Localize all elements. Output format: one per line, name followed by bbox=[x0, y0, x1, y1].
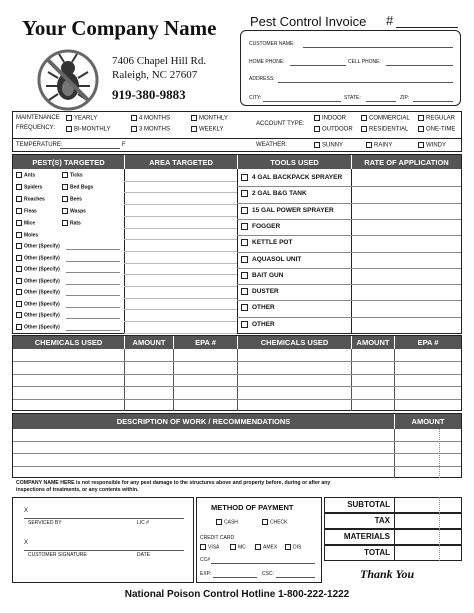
area-row-line[interactable] bbox=[124, 192, 237, 193]
signature-box bbox=[12, 497, 194, 583]
exp-field[interactable] bbox=[213, 577, 257, 578]
area-row-line[interactable] bbox=[124, 286, 237, 287]
checkbox[interactable] bbox=[131, 115, 137, 121]
payment-title: METHOD OF PAYMENT bbox=[211, 503, 294, 512]
temperature-field[interactable] bbox=[60, 148, 120, 149]
checkbox[interactable] bbox=[241, 223, 248, 230]
chem-row-line[interactable] bbox=[13, 361, 461, 362]
area-row-line[interactable] bbox=[124, 228, 237, 229]
chem-col-line bbox=[124, 349, 125, 411]
customer-name-label: CUSTOMER NAME: bbox=[249, 41, 295, 47]
tool-option[interactable]: DUSTER bbox=[241, 288, 279, 295]
pest-option[interactable]: Bed Bugs bbox=[62, 184, 93, 190]
description-header: DESCRIPTION OF WORK / RECOMMENDATIONS bbox=[13, 414, 394, 429]
account-one-time[interactable]: ONE-TIME bbox=[418, 126, 455, 133]
checkbox[interactable] bbox=[16, 196, 22, 202]
csc-label: CSC: bbox=[262, 571, 274, 577]
rate-header: RATE OF APPLICATION bbox=[351, 155, 461, 169]
total-label: TOTAL bbox=[364, 548, 390, 557]
total-cents-divider bbox=[439, 545, 440, 561]
tax-label: TAX bbox=[374, 516, 390, 525]
desc-row-line[interactable] bbox=[13, 453, 461, 454]
checkbox[interactable] bbox=[16, 266, 22, 272]
checkbox[interactable] bbox=[16, 255, 22, 261]
freq-yearly[interactable]: YEARLY bbox=[66, 115, 97, 122]
pest-option-other[interactable]: Other (Specify) bbox=[16, 255, 60, 261]
company-phone: 919-380-9883 bbox=[112, 87, 186, 102]
checkbox[interactable] bbox=[314, 115, 320, 121]
maintenance-label: MAINTENANCE bbox=[16, 115, 60, 121]
tool-option[interactable]: 2 GAL B&G TANK bbox=[241, 190, 307, 197]
checkbox[interactable] bbox=[255, 544, 261, 550]
checkbox[interactable] bbox=[191, 126, 197, 132]
chem-col-line bbox=[394, 349, 395, 411]
materials-amount-field[interactable] bbox=[394, 529, 462, 545]
area-row-line[interactable] bbox=[124, 204, 237, 205]
area-header: AREA TARGETED bbox=[124, 155, 237, 169]
csc-field[interactable] bbox=[276, 577, 315, 578]
exp-label: EXP: bbox=[200, 571, 212, 577]
city-label: CITY: bbox=[249, 95, 262, 101]
area-row-line[interactable] bbox=[124, 274, 237, 275]
checkbox[interactable] bbox=[241, 207, 248, 214]
checkbox[interactable] bbox=[314, 142, 320, 148]
cell-phone-label: CELL PHONE: bbox=[348, 59, 381, 65]
checkbox[interactable] bbox=[418, 126, 424, 132]
tool-row-line bbox=[237, 317, 461, 318]
tool-row-line bbox=[237, 186, 461, 187]
cell-phone-field[interactable] bbox=[386, 65, 453, 66]
checkbox[interactable] bbox=[191, 115, 197, 121]
checkbox[interactable] bbox=[230, 544, 236, 550]
chem-col-line bbox=[351, 349, 352, 411]
pest-option[interactable]: Rats bbox=[62, 220, 81, 226]
tool-row-line bbox=[237, 219, 461, 220]
checkbox[interactable] bbox=[241, 304, 248, 311]
epa-header-left: EPA # bbox=[173, 336, 237, 349]
area-row-line[interactable] bbox=[124, 309, 237, 310]
desc-row-line[interactable] bbox=[13, 441, 461, 442]
temperature-label: TEMPERATURE: bbox=[16, 142, 63, 148]
pest-option-other[interactable]: Other (Specify) bbox=[16, 324, 60, 330]
account-commercial[interactable]: COMMERCIAL bbox=[361, 115, 410, 122]
pay-cash[interactable]: CASH bbox=[216, 519, 238, 525]
pest-other-field[interactable] bbox=[66, 249, 120, 250]
account-regular[interactable]: REGULAR bbox=[418, 115, 455, 122]
tool-row-line bbox=[237, 203, 461, 204]
tools-header: TOOLS USED bbox=[237, 155, 351, 169]
freq-monthly[interactable]: MONTHLY bbox=[191, 115, 228, 122]
subtotal-cents-divider bbox=[439, 497, 440, 513]
pest-other-field[interactable] bbox=[66, 261, 120, 262]
freq-weekly[interactable]: WEEKLY bbox=[191, 126, 224, 133]
pest-option-moles[interactable]: Moles bbox=[16, 232, 38, 238]
pest-option[interactable]: Mice bbox=[16, 220, 35, 226]
pest-option[interactable]: Spiders bbox=[16, 184, 42, 190]
pay-mc[interactable]: MC bbox=[230, 544, 246, 550]
tool-option[interactable]: OTHER bbox=[241, 304, 275, 311]
checkbox[interactable] bbox=[241, 174, 248, 181]
company-name: Your Company Name bbox=[22, 16, 217, 40]
checkbox[interactable] bbox=[66, 126, 72, 132]
account-type-label: ACCOUNT TYPE: bbox=[256, 121, 305, 127]
credit-card-label: CREDIT CARD bbox=[200, 535, 235, 541]
pest-option[interactable]: Ticks bbox=[62, 172, 83, 178]
checkbox[interactable] bbox=[361, 115, 367, 121]
state-label: STATE: bbox=[344, 95, 361, 101]
area-row-line[interactable] bbox=[124, 298, 237, 299]
total-amount-field[interactable] bbox=[394, 545, 462, 561]
tool-option[interactable]: KETTLE POT bbox=[241, 239, 292, 246]
checkbox[interactable] bbox=[418, 115, 424, 121]
cc-number-label: CC# bbox=[200, 557, 211, 563]
frequency-label: FREQUENCY: bbox=[16, 125, 56, 131]
weather-windy[interactable]: WINDY bbox=[418, 142, 446, 149]
tax-amount-field[interactable] bbox=[394, 513, 462, 529]
home-phone-field[interactable] bbox=[290, 65, 346, 66]
tool-row-line bbox=[237, 300, 461, 301]
company-logo bbox=[36, 48, 100, 112]
address-label: ADDRESS: bbox=[249, 76, 275, 82]
checkbox[interactable] bbox=[285, 544, 291, 550]
checkbox[interactable] bbox=[131, 126, 137, 132]
checkbox[interactable] bbox=[200, 544, 206, 550]
invoice-title: Pest Control Invoice bbox=[250, 14, 367, 29]
address-field[interactable] bbox=[278, 82, 453, 83]
pests-header: PEST(S) TARGETED bbox=[13, 155, 124, 169]
tool-option[interactable]: 4 GAL BACKPACK SPRAYER bbox=[241, 174, 342, 181]
tool-option[interactable]: AQUASOL UNIT bbox=[241, 256, 301, 263]
checkbox[interactable] bbox=[361, 126, 367, 132]
amount-header-right: AMOUNT bbox=[351, 336, 394, 349]
pest-other-field[interactable] bbox=[66, 318, 120, 319]
pest-option[interactable]: Wasps bbox=[62, 208, 86, 214]
area-row-line[interactable] bbox=[124, 216, 237, 217]
epa-header-right: EPA # bbox=[394, 336, 461, 349]
checkbox[interactable] bbox=[66, 115, 72, 121]
weather-sunny[interactable]: SUNNY bbox=[314, 142, 343, 149]
freq-bi-monthly[interactable]: BI-MONTHLY bbox=[66, 126, 111, 133]
checkbox[interactable] bbox=[16, 289, 22, 295]
zip-label: ZIP: bbox=[400, 95, 410, 101]
chem-col-line bbox=[237, 349, 238, 411]
tool-row-line bbox=[237, 235, 461, 236]
area-row-line[interactable] bbox=[124, 239, 237, 240]
tool-option[interactable]: FOGGER bbox=[241, 223, 280, 230]
subtotal-amount-field[interactable] bbox=[394, 497, 462, 513]
chemicals-header-right: CHEMICALS USED bbox=[237, 336, 351, 349]
company-address-line2: Raleigh, NC 27607 bbox=[112, 69, 198, 81]
pest-option[interactable]: Ants bbox=[16, 172, 35, 178]
checkbox[interactable] bbox=[16, 232, 22, 238]
tool-option[interactable]: BAIT GUN bbox=[241, 272, 283, 279]
checkbox[interactable] bbox=[62, 208, 68, 214]
weather-rainy[interactable]: RAINY bbox=[366, 142, 392, 149]
pest-option-other[interactable]: Other (Specify) bbox=[16, 243, 60, 249]
poison-control-hotline: National Poison Control Hotline 1-800-222-1222 bbox=[124, 589, 350, 600]
account-indoor[interactable]: INDOOR bbox=[314, 115, 346, 122]
state-field[interactable] bbox=[366, 101, 396, 102]
invoice-number-line[interactable] bbox=[396, 27, 458, 28]
pest-option[interactable]: Fleas bbox=[16, 208, 37, 214]
area-row-line[interactable] bbox=[124, 333, 237, 334]
chem-row-line[interactable] bbox=[13, 374, 461, 375]
checkbox[interactable] bbox=[241, 272, 248, 279]
checkbox[interactable] bbox=[216, 519, 222, 525]
zip-field[interactable] bbox=[413, 101, 453, 102]
description-amount-header: AMOUNT bbox=[394, 414, 461, 429]
disclaimer-text: COMPANY NAME HERE is not responsible for any pest damage to the structures above and property before, during or after any inspections of treatments, or any contents within. bbox=[16, 480, 331, 493]
checkbox[interactable] bbox=[62, 184, 68, 190]
account-residential[interactable]: RESIDENTIAL bbox=[361, 126, 408, 133]
area-row-line[interactable] bbox=[124, 321, 237, 322]
tool-option[interactable]: 15 GAL POWER SPRAYER bbox=[241, 207, 334, 214]
checkbox[interactable] bbox=[16, 208, 22, 214]
tool-option[interactable]: OTHER bbox=[241, 321, 275, 328]
checkbox[interactable] bbox=[62, 172, 68, 178]
checkbox[interactable] bbox=[16, 324, 22, 330]
materials-label: MATERIALS bbox=[343, 532, 390, 541]
checkbox[interactable] bbox=[366, 142, 372, 148]
tax-cents-divider bbox=[439, 513, 440, 529]
city-field[interactable] bbox=[263, 101, 341, 102]
checkbox[interactable] bbox=[241, 190, 248, 197]
pest-other-field[interactable] bbox=[66, 272, 120, 273]
checkbox[interactable] bbox=[62, 196, 68, 202]
date-label: DATE bbox=[137, 552, 150, 558]
checkbox[interactable] bbox=[241, 288, 248, 295]
freq-3-months[interactable]: 3 MONTHS bbox=[131, 126, 170, 133]
company-address-line1: 7406 Chapel Hill Rd. bbox=[112, 55, 207, 67]
pest-option[interactable]: Roaches bbox=[16, 196, 45, 202]
chem-col-line bbox=[173, 349, 174, 411]
freq-4-months[interactable]: 4 MONTHS bbox=[131, 115, 170, 122]
home-phone-label: HOME PHONE: bbox=[249, 59, 285, 65]
account-outdoor[interactable]: OUTDOOR bbox=[314, 126, 353, 133]
pest-option-other[interactable]: Other (Specify) bbox=[16, 266, 60, 272]
area-row-line[interactable] bbox=[124, 181, 237, 182]
serviced-by-line[interactable] bbox=[24, 518, 184, 519]
pest-other-field[interactable] bbox=[66, 284, 120, 285]
checkbox[interactable] bbox=[16, 220, 22, 226]
pest-option-other[interactable]: Other (Specify) bbox=[16, 278, 60, 284]
pest-other-field[interactable] bbox=[66, 307, 120, 308]
checkbox[interactable] bbox=[16, 301, 22, 307]
pay-amex[interactable]: AMEX bbox=[255, 544, 277, 550]
cc-number-field[interactable] bbox=[211, 563, 315, 564]
pest-other-field[interactable] bbox=[66, 330, 120, 331]
thank-you-text: Thank You bbox=[360, 567, 415, 581]
invoice-number-label: # bbox=[386, 13, 394, 28]
sig-x-1: X bbox=[24, 508, 29, 514]
pay-visa[interactable]: VISA bbox=[200, 544, 219, 550]
sig-x-2: X bbox=[24, 540, 29, 546]
tool-row-line bbox=[237, 252, 461, 253]
chem-row-line[interactable] bbox=[13, 399, 461, 400]
customer-signature-label: CUSTOMER SIGNATURE bbox=[28, 552, 87, 558]
checkbox[interactable] bbox=[16, 243, 22, 249]
checkbox[interactable] bbox=[62, 220, 68, 226]
pest-option-other[interactable]: Other (Specify) bbox=[16, 301, 60, 307]
checkbox[interactable] bbox=[314, 126, 320, 132]
pest-option[interactable]: Bees bbox=[62, 196, 82, 202]
pest-option-other[interactable]: Other (Specify) bbox=[16, 312, 60, 318]
checkbox[interactable] bbox=[16, 278, 22, 284]
checkbox[interactable] bbox=[418, 142, 424, 148]
amount-header-left: AMOUNT bbox=[124, 336, 173, 349]
pest-other-field[interactable] bbox=[66, 295, 120, 296]
checkbox[interactable] bbox=[241, 239, 248, 246]
checkbox[interactable] bbox=[16, 312, 22, 318]
options-divider bbox=[12, 138, 462, 139]
chem-row-line[interactable] bbox=[13, 386, 461, 387]
checkbox[interactable] bbox=[241, 321, 248, 328]
serviced-by-label: SERVICED BY bbox=[28, 520, 62, 526]
tool-row-line bbox=[237, 284, 461, 285]
tool-row-line bbox=[237, 268, 461, 269]
subtotal-label: SUBTOTAL bbox=[347, 500, 390, 509]
customer-signature-line[interactable] bbox=[24, 550, 184, 551]
desc-row-line[interactable] bbox=[13, 466, 461, 467]
pest-option-other[interactable]: Other (Specify) bbox=[16, 289, 60, 295]
checkbox[interactable] bbox=[241, 256, 248, 263]
pay-check[interactable]: CHECK bbox=[262, 519, 288, 525]
materials-cents-divider bbox=[439, 529, 440, 545]
pay-dis[interactable]: DIS bbox=[285, 544, 301, 550]
weather-label: WEATHER: bbox=[256, 142, 288, 148]
customer-name-field[interactable] bbox=[303, 47, 453, 48]
checkbox[interactable] bbox=[16, 184, 22, 190]
chemicals-header-left: CHEMICALS USED bbox=[13, 336, 124, 349]
lic-label: LIC # bbox=[137, 520, 149, 526]
area-row-line[interactable] bbox=[124, 263, 237, 264]
area-row-line[interactable] bbox=[124, 251, 237, 252]
checkbox[interactable] bbox=[262, 519, 268, 525]
checkbox[interactable] bbox=[16, 172, 22, 178]
temperature-unit: F bbox=[122, 142, 126, 148]
no-bug-icon bbox=[36, 48, 100, 112]
